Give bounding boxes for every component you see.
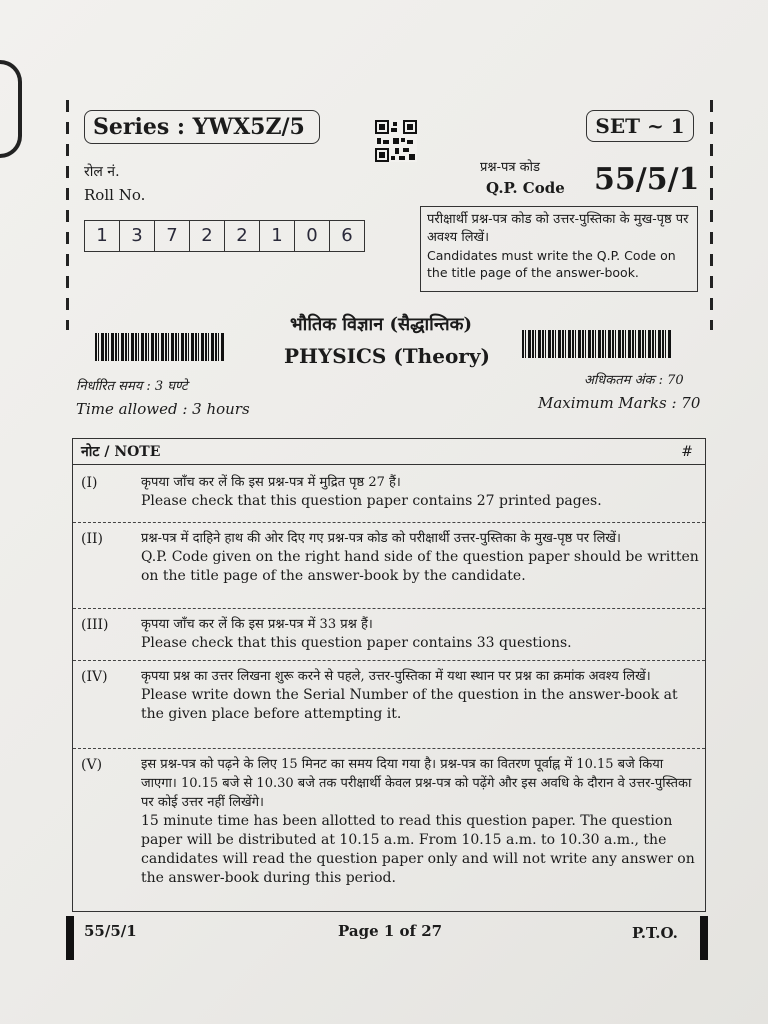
note-item	[73, 749, 705, 911]
note-item-english: Q.P. Code given on the right hand side of the question paper should be written on the title page of the answer-book by the candidate.	[141, 549, 699, 584]
footer-qp-code: 55/5/1	[84, 922, 137, 940]
note-item-number: (V)	[81, 757, 103, 773]
note-item	[73, 523, 705, 609]
instruction-english: Candidates must write the Q.P. Code on the title page of the answer-book.	[427, 248, 676, 280]
qr-code-icon	[375, 120, 417, 162]
note-item-number: (II)	[81, 531, 103, 547]
note-item-number: (III)	[81, 617, 109, 633]
qp-code-label: Q.P. Code	[486, 179, 565, 197]
roll-digit[interactable]: 3	[120, 221, 155, 251]
note-heading	[73, 439, 705, 465]
note-item-number: (I)	[81, 475, 98, 491]
note-item-hindi: कृपया प्रश्न का उत्तर लिखना शुरू करने से पहले, उत्तर-पुस्तिका में यथा स्थान पर प्रश्न का क्रमांक अवश्य लिखें।	[141, 669, 651, 684]
note-item	[73, 661, 705, 749]
note-item-hindi: इस प्रश्न-पत्र को पढ़ने के लिए 15 मिनट का समय दिया गया है। प्रश्न-पत्र का वितरण पूर्वाह्न में 10.15 बजे किया जाएगा। 10.15 बजे से 10.30 बजे तक परीक्षार्थी केवल प्रश्न-पत्र को पढ़ेंगे और इस अवधि के दौरान वे उत्तर-पुस्तिका पर कोई उत्तर नहीं लिखेंगे।	[141, 757, 692, 810]
left-dashed-border	[66, 100, 69, 330]
barcode-right	[522, 330, 672, 358]
note-item-content	[141, 529, 699, 586]
note-item-content	[141, 755, 699, 888]
roll-no-label: Roll No.	[84, 186, 146, 204]
roll-digit[interactable]: 2	[190, 221, 225, 251]
qp-code-label-hindi: प्रश्न-पत्र कोड	[480, 160, 540, 175]
note-item	[73, 465, 705, 523]
note-item-hindi: प्रश्न-पत्र में दाहिने हाथ की ओर दिए गए प्रश्न-पत्र कोड को परीक्षार्थी उत्तर-पुस्तिका के मुख-पृष्ठ पर लिखें।	[141, 531, 621, 546]
note-item-english: 15 minute time has been allotted to read this question paper. The question paper will be distributed at 10.15 a.m. From 10.15 a.m. to 10.30 a.m., the candidates will read the question paper only and will not write any answer on the answer-book during this period.	[141, 813, 695, 886]
page-number: Page 1 of 27	[338, 922, 443, 940]
note-item-english: Please check that this question paper contains 27 printed pages.	[141, 493, 602, 509]
note-item-english: Please check that this question paper contains 33 questions.	[141, 635, 572, 651]
note-box	[72, 438, 706, 912]
roll-digit[interactable]: 2	[225, 221, 260, 251]
max-marks-hindi: अधिकतम अंक : 70	[584, 373, 684, 388]
subject-title: PHYSICS (Theory)	[284, 344, 490, 368]
set-label: SET ~ 1	[586, 110, 694, 142]
footer-bar-left	[66, 916, 74, 960]
footer-bar-right	[700, 916, 708, 960]
note-item-hindi: कृपया जाँच कर लें कि इस प्रश्न-पत्र में मुद्रित पृष्ठ 27 हैं।	[141, 475, 401, 490]
roll-digit[interactable]: 6	[341, 225, 353, 246]
right-dashed-border	[710, 100, 713, 330]
note-item-hindi: कृपया जाँच कर लें कि इस प्रश्न-पत्र में 33 प्रश्न हैं।	[141, 617, 373, 632]
note-item-content	[141, 667, 699, 724]
qp-code-value: 55/5/1	[594, 162, 700, 197]
subject-title-hindi: भौतिक विज्ञान (सैद्धान्तिक)	[290, 314, 472, 335]
roll-digit[interactable]: 1	[260, 221, 295, 251]
max-marks: Maximum Marks : 70	[538, 394, 701, 412]
roll-digit[interactable]: 0	[295, 221, 330, 251]
hash-mark: #	[681, 444, 693, 460]
roll-digit[interactable]: 1	[85, 221, 120, 251]
note-item-content	[141, 615, 699, 653]
time-allowed-hindi: निर्धारित समय : 3 घण्टे	[76, 379, 188, 394]
note-heading-text: नोट / NOTE	[81, 444, 161, 460]
qp-code-instruction-box	[420, 206, 698, 292]
time-allowed: Time allowed : 3 hours	[76, 400, 250, 418]
series-label: Series : YWX5Z/5	[84, 110, 320, 144]
roll-digit[interactable]: 7	[155, 221, 190, 251]
roll-number-boxes[interactable]	[84, 220, 365, 252]
note-item-content	[141, 473, 699, 511]
barcode-left	[95, 333, 225, 361]
roll-no-label-hindi: रोल नं.	[84, 164, 120, 180]
edge-mark	[0, 60, 22, 158]
note-item-english: Please write down the Serial Number of the question in the answer-book at the given place before attempting it.	[141, 687, 678, 722]
pto-label: P.T.O.	[632, 924, 678, 942]
note-item-number: (IV)	[81, 669, 108, 685]
instruction-hindi: परीक्षार्थी प्रश्न-पत्र कोड को उत्तर-पुस्तिका के मुख-पृष्ठ पर अवश्य लिखें।	[427, 212, 689, 245]
note-item	[73, 609, 705, 661]
